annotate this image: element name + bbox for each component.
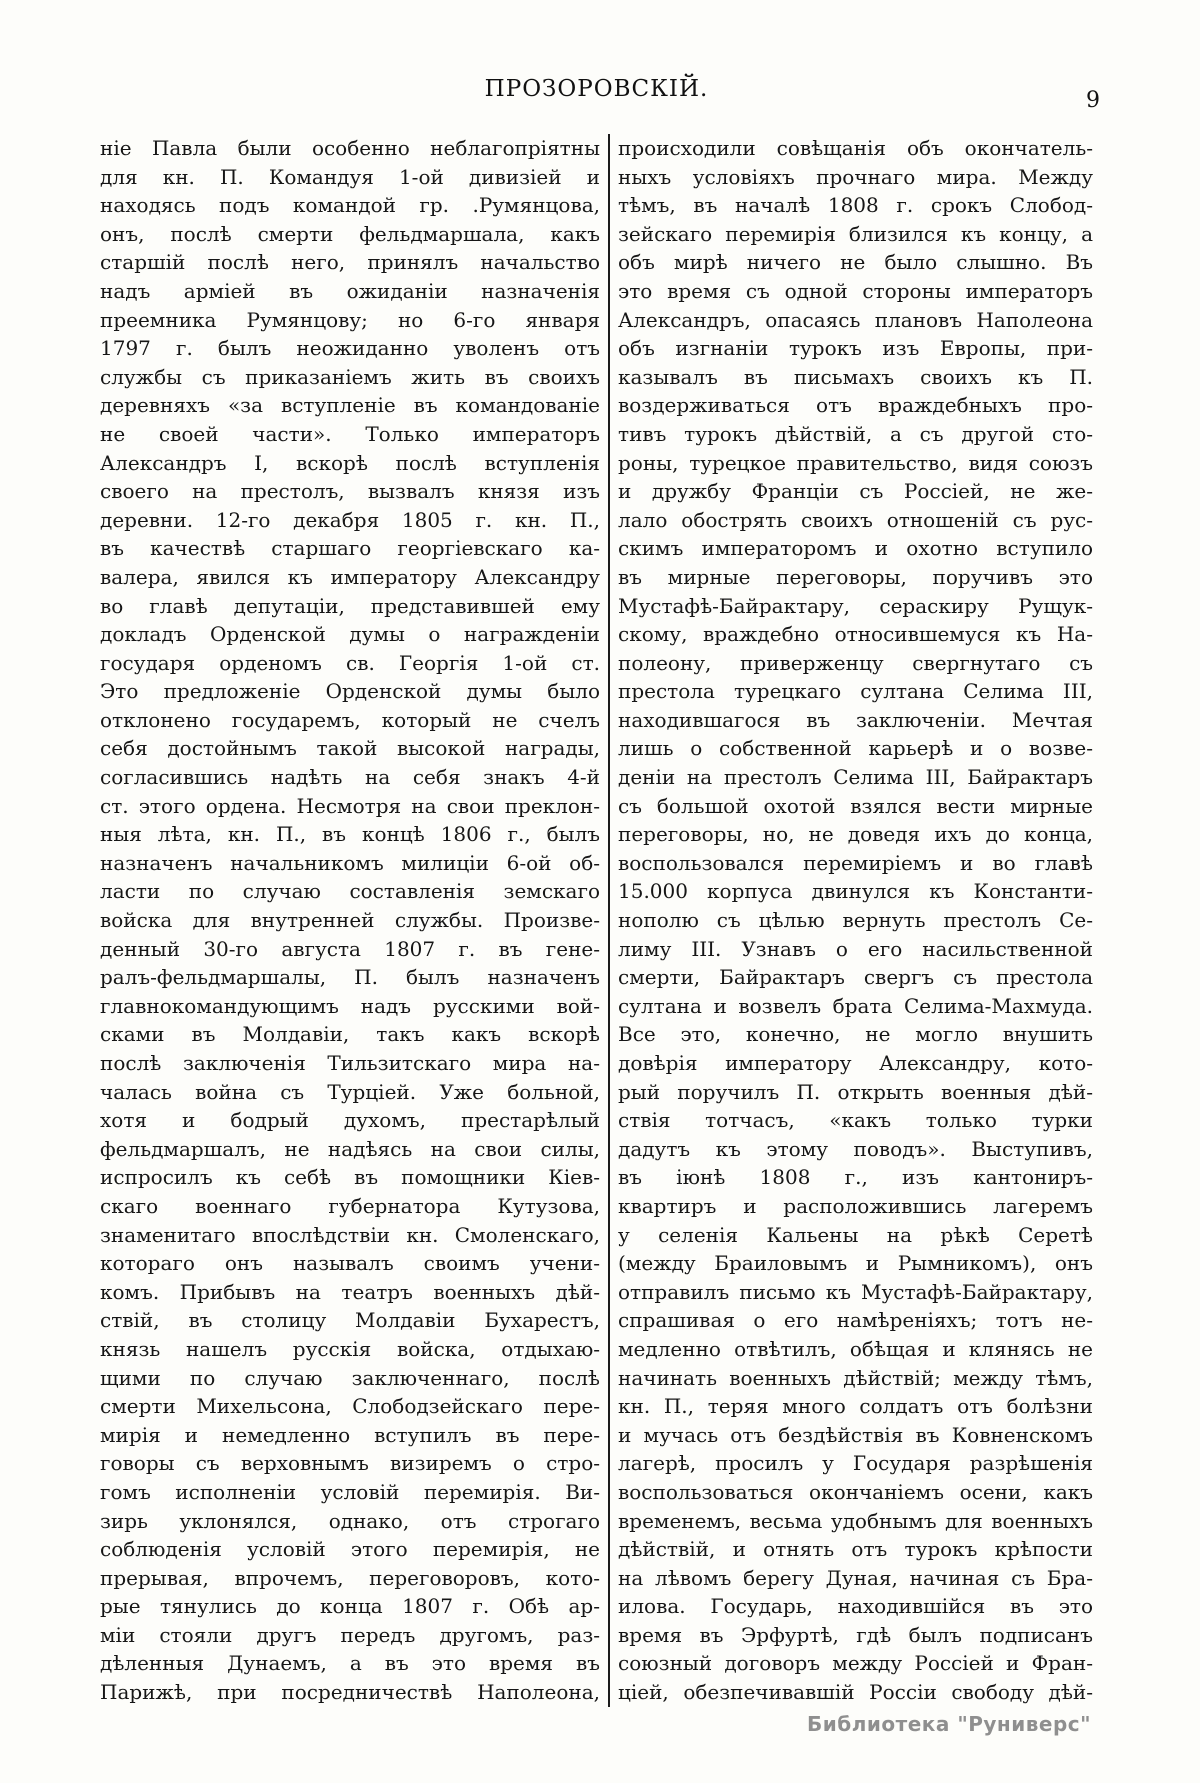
text-line: дѣйствій, и отнять отъ турокъ крѣпости [618, 1537, 1093, 1562]
text-line: валера, явился къ императору Александру [100, 564, 600, 589]
text-line: султана и возвелъ брата Селима-Махмуда. [618, 993, 1093, 1018]
text-line: лагерѣ, просилъ у Государя разрѣшенія [618, 1451, 1093, 1476]
text-line: роны, турецкое правительство, видя союзъ [618, 450, 1093, 475]
text-line: у селенія Кальены на рѣкѣ Серетѣ [618, 1222, 1093, 1247]
text-line: ствій, въ столицу Молдавіи Бухарестъ, [100, 1308, 600, 1333]
page-title: ПРОЗОРОВСКІЙ. [484, 76, 709, 102]
text-line: себя достойнымъ такой высокой награды, [100, 736, 600, 761]
text-line: гомъ исполненіи условій перемирія. Ви- [100, 1479, 600, 1504]
text-line: спрашивая о его намѣреніяхъ; тотъ не- [618, 1308, 1093, 1333]
text-line: временемъ, весьма удобнымъ для военныхъ [618, 1508, 1093, 1533]
text-line: испросилъ къ себѣ въ помощники Кіев- [100, 1165, 600, 1190]
text-line: ныя лѣта, кн. П., въ концѣ 1806 г., былъ [100, 822, 600, 847]
text-line: Александръ, опасаясь плановъ Наполеона [618, 307, 1093, 332]
text-line: довѣрія императору Александру, кото- [618, 1051, 1093, 1075]
text-line: онъ, послѣ смерти фельдмаршала, какъ [100, 221, 600, 246]
text-line: лишь о собственной карьерѣ и о возве- [618, 736, 1093, 761]
text-line: Мустафѣ-Байрактару, сераскиру Рущук- [618, 593, 1093, 618]
library-watermark: Библиотека "Руниверс" [807, 1712, 1092, 1736]
text-line: Парижѣ, при посредничествѣ Наполеона, [100, 1680, 600, 1705]
left-column [100, 134, 600, 1707]
text-line: войска для внутренней службы. Произве- [100, 908, 600, 933]
text-line: медленно отвѣтилъ, обѣщая и клянясь не [618, 1336, 1093, 1361]
text-line: 1797 г. былъ неожиданно уволенъ отъ [100, 336, 600, 361]
text-block [100, 134, 1093, 1707]
text-line: старшій послѣ него, принялъ начальство [100, 250, 600, 275]
text-line: это время съ одной стороны императоръ [618, 278, 1093, 303]
text-line: въ качествѣ старшаго георгіевскаго ка- [100, 536, 600, 561]
text-line: престола турецкаго султана Селима III, [618, 679, 1093, 704]
text-line: говоры съ верховнымъ визиремъ о стро- [100, 1451, 600, 1476]
text-line: 15.000 корпуса двинулся къ Константи- [618, 879, 1093, 904]
text-line: послѣ заключенія Тильзитскаго мира на- [100, 1051, 600, 1075]
text-line: князь нашелъ русскія войска, отдыхаю- [100, 1336, 600, 1361]
text-line: смерти Михельсона, Слободзейскаго пере- [100, 1394, 600, 1419]
text-line: соблюденія условій этого перемирія, не [100, 1537, 600, 1562]
text-line: деревни. 12-го декабря 1805 г. кн. П., [100, 507, 600, 532]
text-line: находившагося въ заключеніи. Мечтая [618, 707, 1093, 732]
text-line: и дружбу Франціи съ Россіей, не же- [618, 479, 1093, 504]
text-line: знаменитаго впослѣдствіи кн. Смоленскаго, [100, 1222, 600, 1247]
text-line: согласившись надѣть на себя знакъ 4-й [100, 765, 600, 790]
text-line: деніи на престолъ Селима III, Байрактаръ [618, 765, 1093, 790]
text-line: ціей, обезпечивавшій Россіи свободу дѣй- [618, 1680, 1093, 1705]
text-line: воздерживаться отъ враждебныхъ про- [618, 393, 1093, 418]
text-line: ласти по случаю составленія земскаго [100, 879, 600, 904]
column-divider [608, 134, 610, 1707]
text-line: деревняхъ «за вступленіе въ командованіе [100, 393, 600, 418]
text-line: смерти, Байрактаръ свергъ съ престола [618, 965, 1093, 990]
text-line: на лѣвомъ берегу Дуная, начиная съ Бра- [618, 1565, 1093, 1590]
text-line: щими по случаю заключеннаго, послѣ [100, 1365, 600, 1390]
text-line: Это предложеніе Орденской думы было [100, 679, 600, 704]
text-line: прерывая, впрочемъ, переговоровъ, кото- [100, 1565, 600, 1590]
text-line: преемника Румянцову; но 6-го января [100, 307, 600, 332]
text-line: объ мирѣ ничего не было слышно. Въ [618, 250, 1093, 275]
text-line: ніе Павла были особенно неблагопріятны [100, 136, 600, 160]
text-line: комъ. Прибывъ на театръ военныхъ дѣй- [100, 1279, 600, 1304]
text-line: міи стояли другъ передъ другомъ, раз- [100, 1622, 600, 1647]
text-line: происходили совѣщанія объ окончатель- [618, 136, 1093, 160]
text-line: отклонено государемъ, который не счелъ [100, 707, 600, 732]
text-line: лало обострять своихъ отношеній съ рус- [618, 507, 1093, 532]
text-line: (между Браиловымъ и Рымникомъ), онъ [618, 1251, 1093, 1276]
text-line: надъ арміей въ ожиданіи назначенія [100, 278, 600, 303]
text-line: фельдмаршалъ, не надѣясь на свои силы, [100, 1136, 600, 1161]
text-line: объ изгнаніи турокъ изъ Европы, при- [618, 336, 1093, 361]
text-line: зирь уклонялся, однако, отъ строгаго [100, 1508, 600, 1533]
text-line: въ іюнѣ 1808 г., изъ кантониръ- [618, 1165, 1093, 1190]
text-line: нополю съ цѣлью вернуть престолъ Се- [618, 908, 1093, 933]
text-line: хотя и бодрый духомъ, престарѣлый [100, 1108, 600, 1133]
text-line: рые тянулись до конца 1807 г. Обѣ ар- [100, 1594, 600, 1619]
text-line: скимъ императоромъ и охотно вступило [618, 536, 1093, 561]
text-line: назначенъ начальникомъ милиціи 6-ой об- [100, 850, 600, 875]
text-line: союзный договоръ между Россіей и Фран- [618, 1651, 1093, 1676]
text-line: воспользовался перемиріемъ и во главѣ [618, 850, 1093, 875]
text-line: ралъ-фельдмаршалы, П. былъ назначенъ [100, 965, 600, 990]
text-line: ствія тотчасъ, «какъ только турки [618, 1108, 1093, 1133]
text-line: въ мирные переговоры, поручивъ это [618, 564, 1093, 589]
text-line: службы съ приказаніемъ жить въ своихъ [100, 364, 600, 389]
text-line: квартиръ и расположившись лагеремъ [618, 1193, 1093, 1218]
text-line: отправилъ письмо къ Мустафѣ-Байрактару, [618, 1279, 1093, 1304]
text-line: рый поручилъ П. открыть военныя дѣй- [618, 1079, 1093, 1104]
text-line: илова. Государь, находившійся въ это [618, 1594, 1093, 1619]
text-line: и мучась отъ бездѣйствія въ Ковненскомъ [618, 1422, 1093, 1447]
text-line: докладъ Орденской думы о награжденіи [100, 622, 600, 647]
text-line: скому, враждебно относившемуся къ На- [618, 622, 1093, 647]
text-line: мирія и немедленно вступилъ въ пере- [100, 1422, 600, 1447]
text-line: скаго военнаго губернатора Кутузова, [100, 1193, 600, 1218]
text-line: главнокомандующимъ надъ русскими вой- [100, 993, 600, 1018]
text-line: дадутъ къ этому поводъ». Выступивъ, [618, 1136, 1093, 1161]
text-line: для кн. П. Командуя 1-ой дивизіей и [100, 164, 600, 189]
text-line: тивъ турокъ дѣйствій, а съ другой сто- [618, 421, 1093, 446]
right-column [618, 134, 1093, 1707]
page-number: 9 [1086, 88, 1100, 113]
text-line: во главѣ депутаціи, представившей ему [100, 593, 600, 618]
text-line: воспользоваться окончаніемъ осени, какъ [618, 1479, 1093, 1504]
text-line: своего на престолъ, вызвалъ князя изъ [100, 479, 600, 504]
text-line: чалась война съ Турціей. Уже больной, [100, 1079, 600, 1104]
text-line: зейскаго перемирія близился къ концу, а [618, 221, 1093, 246]
text-line: государя орденомъ св. Георгія 1-ой ст. [100, 650, 600, 675]
text-line: не своей части». Только императоръ [100, 421, 600, 446]
text-line: время въ Эрфуртѣ, гдѣ былъ подписанъ [618, 1622, 1093, 1647]
text-line: начинать военныхъ дѣйствій; между тѣмъ, [618, 1365, 1093, 1390]
text-line: лиму III. Узнавъ о его насильственной [618, 936, 1093, 961]
text-line: сками въ Молдавіи, такъ какъ вскорѣ [100, 1022, 600, 1047]
text-line: полеону, приверженцу свергнутаго съ [618, 650, 1093, 675]
text-line: дѣленныя Дунаемъ, а въ это время въ [100, 1651, 600, 1676]
text-line: находясь подъ командой гр. .Румянцова, [100, 193, 600, 218]
text-line: тѣмъ, въ началѣ 1808 г. срокъ Слобод- [618, 193, 1093, 218]
text-line: съ большой охотой взялся вести мирные [618, 793, 1093, 818]
text-line: переговоры, но, не доведя ихъ до конца, [618, 822, 1093, 847]
text-line: денный 30-го августа 1807 г. въ гене- [100, 936, 600, 961]
text-line: кн. П., теряя много солдатъ отъ болѣзни [618, 1394, 1093, 1419]
text-line: ныхъ условіяхъ прочнаго мира. Между [618, 164, 1093, 189]
text-line: ст. этого ордена. Несмотря на свои преклон- [100, 793, 600, 818]
text-line: казывалъ въ письмахъ своихъ къ П. [618, 364, 1093, 389]
text-line: Все это, конечно, не могло внушить [618, 1022, 1093, 1047]
text-line: котораго онъ называлъ своимъ учени- [100, 1251, 600, 1276]
text-line: Александръ I, вскорѣ послѣ вступленія [100, 450, 600, 475]
